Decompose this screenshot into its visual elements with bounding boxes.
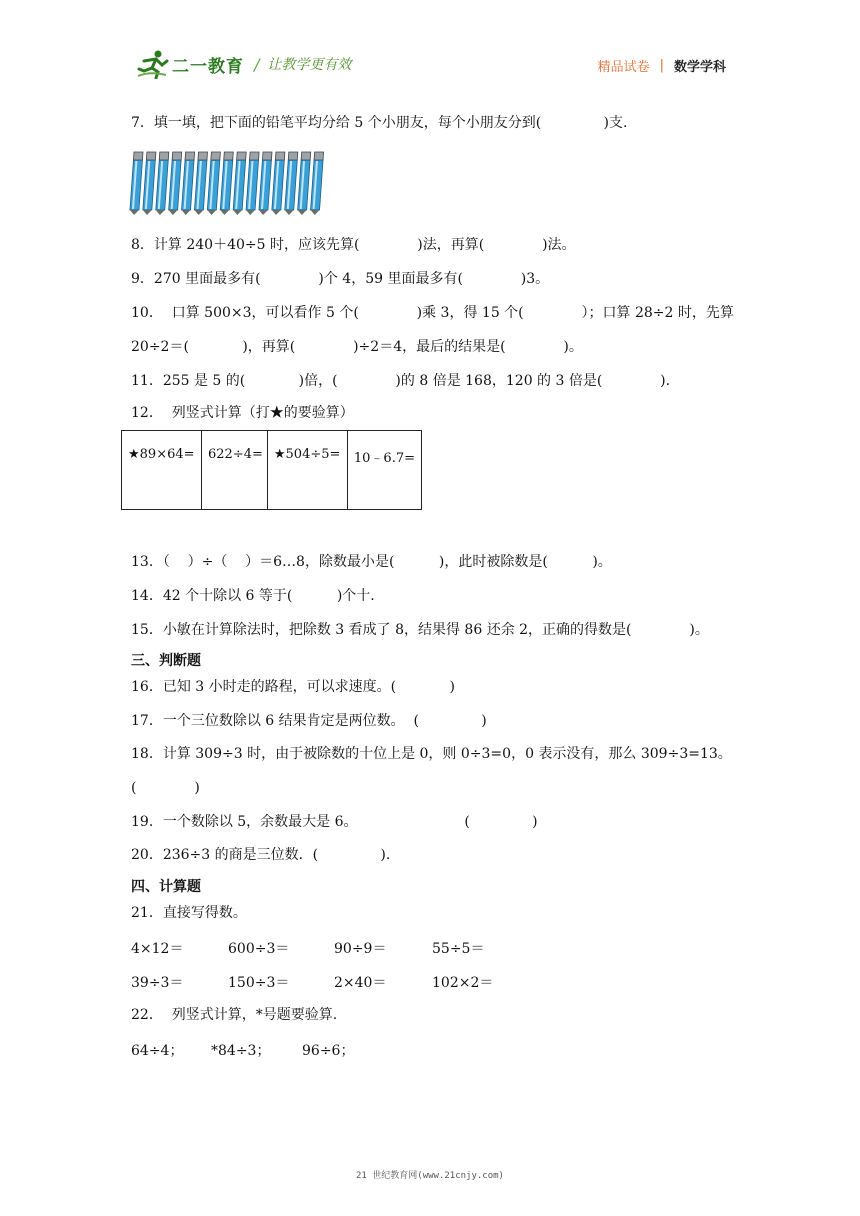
pencil <box>142 152 155 215</box>
slogan: 让教学更有效 <box>267 57 352 73</box>
question-15: 15．小敏在计算除法时，把除数 3 看成了 8，结果得 86 还余 2，正确的得数是( )。 <box>131 622 709 638</box>
calc-item: 64÷4； <box>131 1043 184 1059</box>
question-16: 16．已知 3 小时走的路程，可以求速度。( ) <box>131 679 455 695</box>
calc-item: 2×40＝ <box>334 975 387 991</box>
page-footer: 21 世纪教育网(www.21cnjy.com) <box>356 1171 504 1181</box>
calc-cell: ★89×64= <box>122 431 202 510</box>
calc-cell: ★504÷5= <box>267 431 347 510</box>
pencil <box>271 152 284 215</box>
calc-item: 600÷3＝ <box>228 941 290 957</box>
question-18-line2: ( ) <box>131 780 200 796</box>
pencil <box>233 152 246 215</box>
pencil <box>168 152 181 215</box>
calc-item: 150÷3＝ <box>228 975 290 991</box>
pencil <box>220 152 233 215</box>
logo <box>136 48 351 80</box>
question-14: 14．42 个十除以 6 等于( )个十. <box>131 588 375 604</box>
tag-subject: 数学学科 <box>673 60 726 75</box>
question-18-line1: 18．计算 309÷3 时，由于被除数的十位上是 0，则 0÷3=0，0 表示没有，那么 309÷3=13。 <box>131 746 732 762</box>
question-11: 11．255 是 5 的( )倍，( )的 8 倍是 168，120 的 3 倍是( ). <box>131 373 671 389</box>
question-10-line1: 10． 口算 500×3，可以看作 5 个( )乘 3，得 15 个( ）；口算 28÷2 时，先算 <box>131 305 734 321</box>
pencil <box>130 152 143 215</box>
question-10-line2: 20÷2＝( )，再算( )÷2＝4，最后的结果是( )。 <box>131 339 583 355</box>
question-20: 20．236÷3 的商是三位数．( ). <box>131 847 391 863</box>
pencil <box>207 152 220 215</box>
brand-name: 二一教育 <box>172 56 244 77</box>
question-9: 9．270 里面最多有( )个 4，59 里面最多有( )3。 <box>131 271 550 287</box>
pencil <box>181 152 194 215</box>
section-calculation: 四、计算题 <box>131 879 201 895</box>
pencil <box>310 152 323 215</box>
pencil <box>246 152 259 215</box>
pencils-image <box>128 150 334 216</box>
question-13: 13．（ ）÷（ ）＝6…8，除数最小是( )，此时被除数是( )。 <box>131 554 612 570</box>
calc-item: 90÷9＝ <box>334 941 387 957</box>
tag-exam: 精品试卷 <box>597 60 650 75</box>
calc-cell: 622÷4= <box>202 431 268 510</box>
calc-item: 55÷5＝ <box>432 941 485 957</box>
calc-item: 96÷6； <box>302 1043 355 1059</box>
header-tags <box>598 56 726 75</box>
pencil <box>297 152 310 215</box>
divider: / <box>254 54 260 74</box>
question-7: 7．填一填，把下面的铅笔平均分给 5 个小朋友，每个小朋友分到( )支. <box>131 115 628 131</box>
question-19: 19．一个数除以 5，余数最大是 6。 ( ) <box>131 814 538 830</box>
pencil <box>194 152 207 215</box>
calc-item: 4×12＝ <box>131 941 184 957</box>
question-12: 12． 列竖式计算（打★的要验算） <box>131 405 354 421</box>
pencil <box>155 152 168 215</box>
question-21: 21．直接写得数。 <box>131 905 247 921</box>
question-22: 22． 列竖式计算，*号题要验算. <box>131 1007 338 1023</box>
calc-cell: 10﹣6.7= <box>347 431 421 510</box>
pencil <box>259 152 272 215</box>
tag-divider: | <box>659 58 664 73</box>
vertical-calc-table <box>121 430 422 510</box>
calc-item: 39÷3＝ <box>131 975 184 991</box>
calc-item: *84÷3； <box>211 1043 271 1059</box>
question-8: 8．计算 240＋40÷5 时，应该先算( )法，再算( )法。 <box>131 237 576 253</box>
question-17: 17．一个三位数除以 6 结果肯定是两位数。 ( ) <box>131 713 487 729</box>
pencil <box>284 152 297 215</box>
calc-item: 102×2＝ <box>432 975 494 991</box>
runner-logo-icon <box>136 49 170 79</box>
section-judgement: 三、判断题 <box>131 653 201 669</box>
